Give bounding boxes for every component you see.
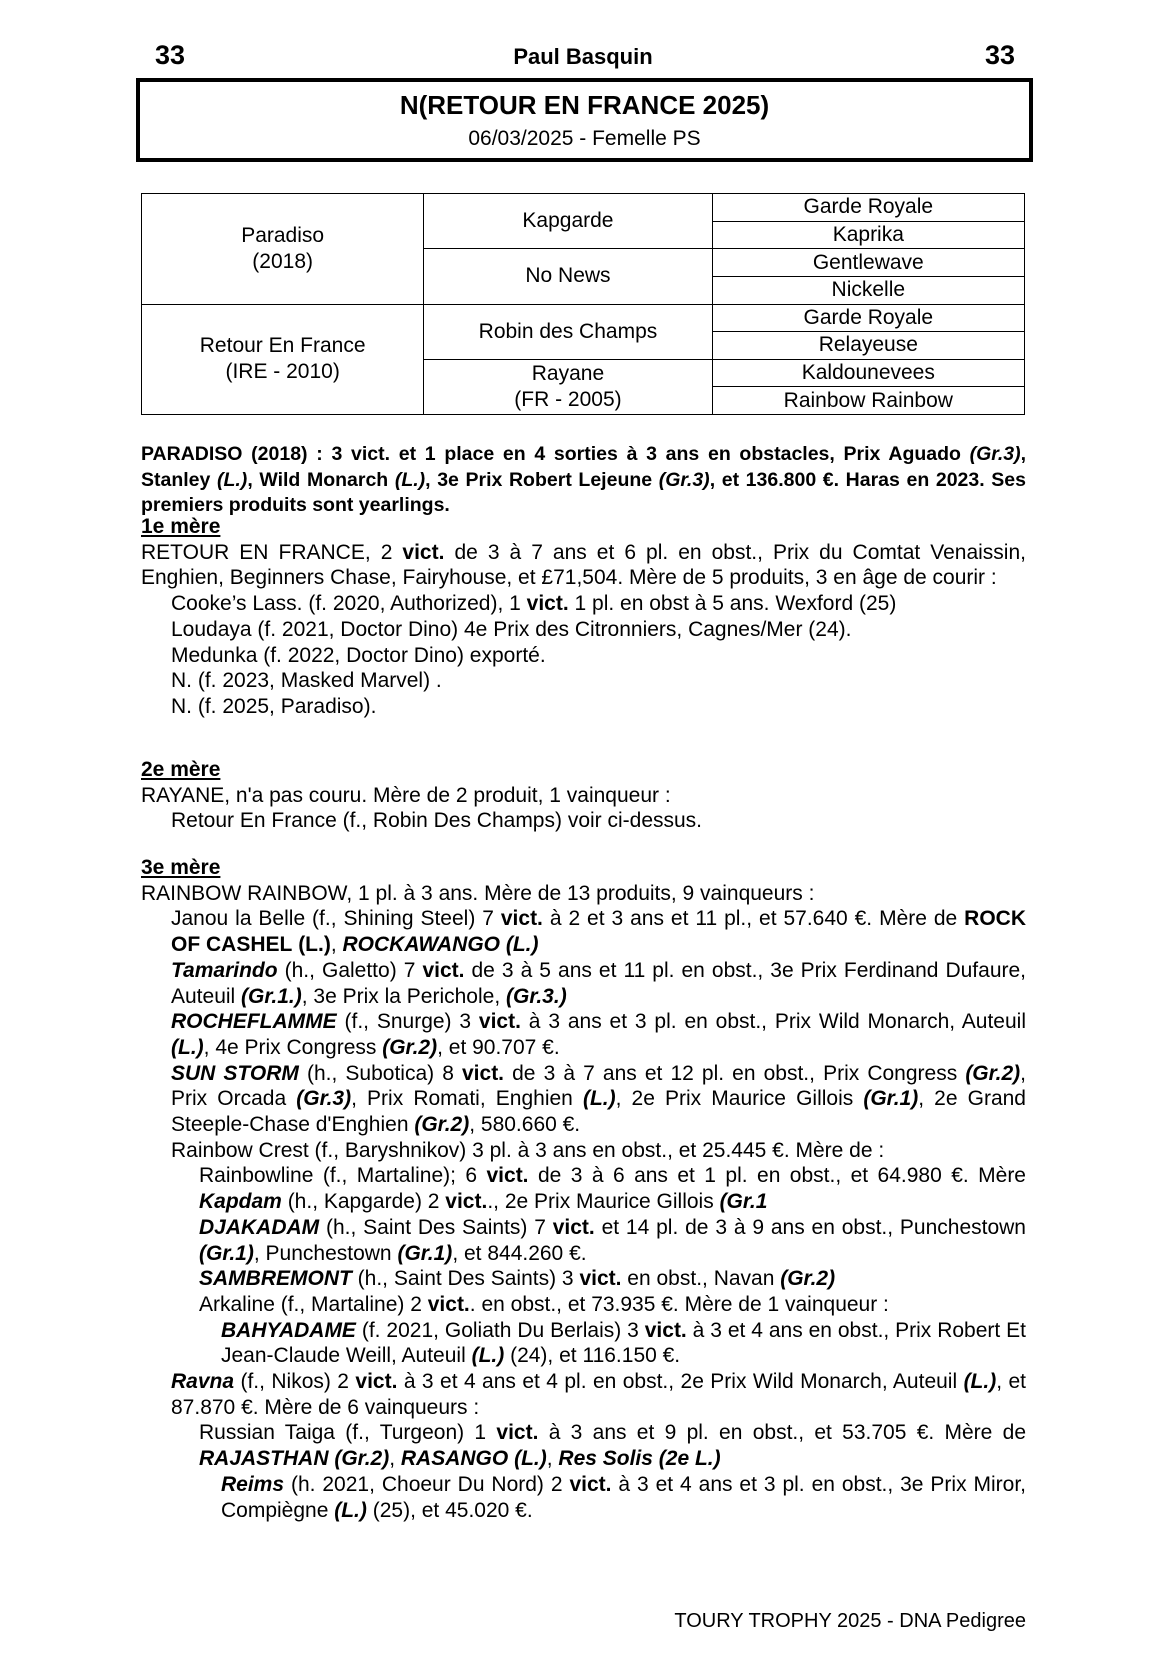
horse-name: N(RETOUR EN FRANCE 2025) xyxy=(399,90,770,120)
list-item: ROCHEFLAMME (f., Snurge) 3 vict. à 3 ans et 3 pl. en obst., Prix Wild Monarch, Auteuil (L.), 4e Prix Congress (Gr.2), et 90.707 €. xyxy=(171,1010,1026,1059)
list-item: DJAKADAM (h., Saint Des Saints) 7 vict. et 14 pl. de 3 à 9 ans en obst., Punchestown (Gr.1), Punchestown (Gr.1), et 844.260 €. xyxy=(199,1215,1026,1265)
second-dam-heading: 2e mère xyxy=(141,758,221,781)
ds-sire-cell: Garde Royale xyxy=(712,304,1024,332)
list-item: Retour En France (f., Robin Des Champs) voir ci-dessus. xyxy=(171,809,703,833)
horse-birth-info: 06/03/2025 - Femelle PS xyxy=(468,127,701,150)
list-item: Reims (h. 2021, Choeur Du Nord) 2 vict. à 3 et 4 ans et 3 pl. en obst., 3e Prix Miror, Compiègne (L.) (25), et 45.020 €. xyxy=(221,1472,1026,1522)
list-item: Arkaline (f., Martaline) 2 vict.. en obst., et 73.935 €. Mère de 1 vainqueur : xyxy=(199,1292,889,1316)
lot-number-right: 33 xyxy=(985,40,1016,70)
dam-cell: Retour En France (IRE - 2010) xyxy=(142,304,424,415)
first-dam-text: RETOUR EN FRANCE, 2 vict. de 3 à 7 ans et 6 pl. en obst., Prix du Comtat Venaissin, Enghien, Beginners Chase, Fairyhouse, et £71,504. Mère de 5 produits, 3 en âge de courir : xyxy=(141,540,1026,590)
list-item: Loudaya (f. 2021, Doctor Dino) 4e Prix des Citronniers, Cagnes/Mer (24). xyxy=(171,617,852,641)
sire-cell: Paradiso (2018) xyxy=(142,194,424,305)
list-item: Rainbowline (f., Martaline); 6 vict. de 3 à 6 ans et 1 pl. en obst., et 64.980 €. Mère Kapdam (h., Kapgarde) 2 vict.., 2e Prix Maurice Gillois (Gr.1 xyxy=(199,1164,1026,1214)
third-dam-text: RAINBOW RAINBOW, 1 pl. à 3 ans. Mère de 13 produits, 9 vainqueurs : xyxy=(141,881,815,905)
third-dam-heading: 3e mère xyxy=(141,856,221,879)
list-item: Medunka (f. 2022, Doctor Dino) exporté. xyxy=(171,643,546,667)
title-box xyxy=(136,78,1033,162)
second-dam-section xyxy=(141,757,1026,834)
list-item: Tamarindo (h., Galetto) 7 vict. de 3 à 5 ans et 11 pl. en obst., 3e Prix Ferdinand Dufaure, Auteuil (Gr.1.), 3e Prix la Perichole, (Gr.3.) xyxy=(171,958,1027,1008)
consignor-name: Paul Basquin xyxy=(513,44,653,69)
third-dam-section xyxy=(141,855,1026,1523)
ds-dam-cell: Relayeuse xyxy=(712,332,1024,360)
first-dam-heading: 1e mère xyxy=(141,515,221,538)
list-item: Russian Taiga (f., Turgeon) 1 vict. à 3 ans et 9 pl. en obst., et 53.705 €. Mère de RAJASTHAN (Gr.2), RASANGO (L.), Res Solis (2e L.) xyxy=(199,1421,1026,1471)
dd-sire-cell: Kaldounevees xyxy=(712,359,1024,387)
page-footer: TOURY TROPHY 2025 - DNA Pedigree xyxy=(674,1610,1026,1632)
list-item: SUN STORM (h., Subotica) 8 vict. de 3 à 7 ans et 12 pl. en obst., Prix Congress (Gr.2), Prix Orcada (Gr.3), Prix Romati, Enghien (L.), 2e Prix Maurice Gillois (Gr.1), 2e Grand Steeple-Chase d'Enghien (Gr.2), 580.660 €. xyxy=(171,1061,1027,1137)
ss-sire-cell: Garde Royale xyxy=(712,194,1024,222)
list-item: Cooke’s Lass. (f. 2020, Authorized), 1 vict. 1 pl. en obst à 5 ans. Wexford (25) xyxy=(171,592,897,616)
pedigree-table xyxy=(141,193,1025,415)
sd-dam-cell: Nickelle xyxy=(712,276,1024,304)
ss-dam-cell: Kaprika xyxy=(712,221,1024,249)
list-item: Rainbow Crest (f., Baryshnikov) 3 pl. à 3 ans en obst., et 25.445 €. Mère de : xyxy=(171,1138,885,1162)
list-item: BAHYADAME (f. 2021, Goliath Du Berlais) 3 vict. à 3 et 4 ans en obst., Prix Robert Et Jean-Claude Weill, Auteuil (L.) (24), et 116.150 €. xyxy=(221,1318,1026,1368)
second-dam-text: RAYANE, n'a pas couru. Mère de 2 produit, 1 vainqueur : xyxy=(141,783,671,807)
first-dam-section xyxy=(141,514,1026,720)
dam-sire-cell: Robin des Champs xyxy=(424,304,712,359)
list-item: Janou la Belle (f., Shining Steel) 7 vict. à 2 et 3 ans et 11 pl., et 57.640 €. Mère de ROCK OF CASHEL (L.), ROCKAWANGO (L.) xyxy=(171,907,1026,957)
list-item: Ravna (f., Nikos) 2 vict. à 3 et 4 ans et 4 pl. en obst., 2e Prix Wild Monarch, Auteuil (L.), et 87.870 €. Mère de 6 vainqueurs : xyxy=(171,1370,1026,1419)
sire-summary: PARADISO (2018) : 3 vict. et 1 place en 4 sorties à 3 ans en obstacles, Prix Aguado (Gr.3), Stanley (L.), Wild Monarch (L.), 3e Prix Robert Lejeune (Gr.3), et 136.800 €. Haras en 2023. Ses premiers produits sont yearlings. xyxy=(141,443,1026,517)
sire-sire-cell: Kapgarde xyxy=(424,194,712,249)
dd-dam-cell: Rainbow Rainbow xyxy=(712,387,1024,415)
dam-dam-cell: Rayane (FR - 2005) xyxy=(424,359,712,414)
list-item: N. (f. 2023, Masked Marvel) . xyxy=(171,669,442,693)
list-item: SAMBREMONT (h., Saint Des Saints) 3 vict. en obst., Navan (Gr.2) xyxy=(199,1267,836,1291)
sire-dam-cell: No News xyxy=(424,249,712,304)
lot-number-left: 33 xyxy=(155,40,186,70)
sd-sire-cell: Gentlewave xyxy=(712,249,1024,277)
list-item: N. (f. 2025, Paradiso). xyxy=(171,694,377,718)
